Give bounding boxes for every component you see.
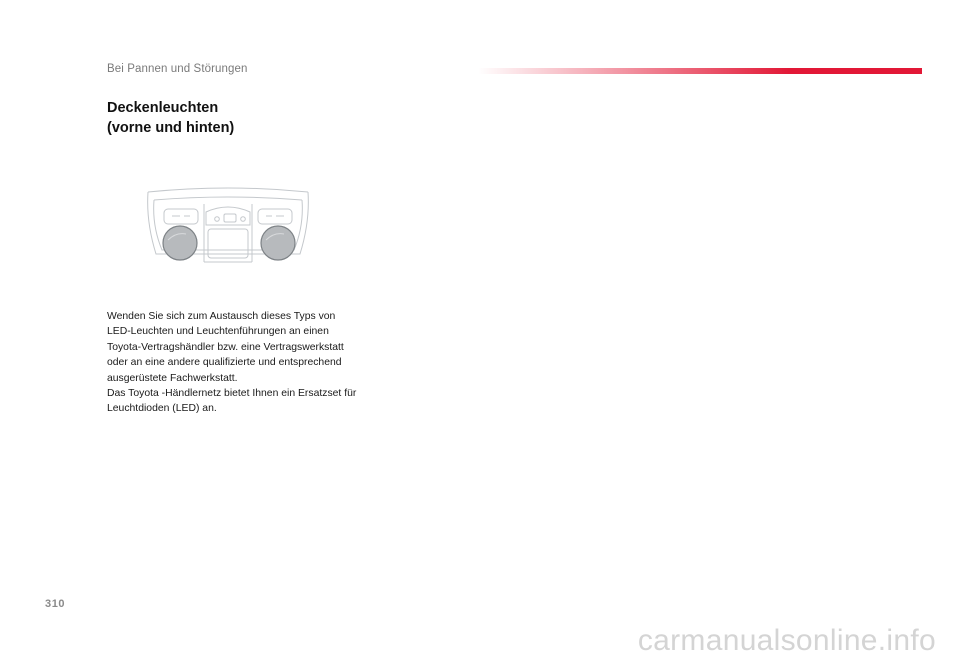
body-text	[107, 309, 357, 417]
section-title: Bei Pannen und Störungen	[107, 63, 248, 75]
page-heading	[107, 98, 234, 138]
heading-line-2: (vorne und hinten)	[107, 120, 235, 136]
page-number: 310	[45, 598, 66, 610]
watermark: carmanualsonline.info	[637, 624, 936, 657]
body-paragraph-2: Das Toyota -Händlernetz bietet Ihnen ein Ersatzset für Leuchtdioden (LED) an.	[107, 388, 357, 415]
front-light-right-icon	[261, 226, 295, 260]
front-light-left-icon	[163, 226, 197, 260]
ceiling-light-illustration	[144, 182, 312, 266]
heading-line-1: Deckenleuchten	[107, 100, 219, 116]
header-accent-bar	[478, 68, 922, 74]
body-paragraph-1: Wenden Sie sich zum Austausch dieses Typs von LED-Leuchten und Leuchtenführungen an einen Toyota-Vertragshändler bzw. eine Vertragswerkstatt oder an eine andere qualifizierte und entsprechend ausgerüstete Fachwerkstatt.	[107, 311, 344, 384]
